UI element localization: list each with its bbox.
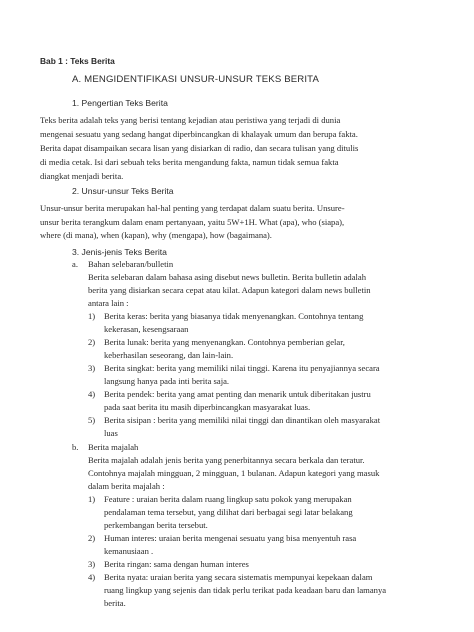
list-item-number: 4)	[88, 572, 96, 582]
list-item-line: langsung hanya pada inti berita saja.	[104, 376, 230, 386]
section-1-heading: 1. Pengertian Teks Berita	[72, 98, 168, 108]
list-item-line: berita.	[104, 598, 126, 608]
subsection-b-intro-line: Contohnya majalah mingguan, 2 mingguan, 1 bulanan. Adapun kategori yang masuk	[88, 468, 380, 478]
subsection-a-intro-line: Berita selebaran dalam bahasa asing disebut news bulletin. Berita bulletin adalah	[88, 272, 367, 282]
list-item-line: kemanusiaan .	[104, 546, 154, 556]
list-item-number: 5)	[88, 415, 96, 425]
subsection-b-intro-line: Berita majalah adalah jenis berita yang penerbitannya secara berkala dan teratur.	[88, 455, 365, 465]
subsection-a-marker: a.	[72, 259, 78, 269]
list-item-number: 1)	[88, 311, 96, 321]
list-item-line: keberhasilan seseorang, dan lain-lain.	[104, 350, 234, 360]
section-1-line: mengenai sesuatu yang sedang hangat diperbincangkan di khalayak umum dan berupa fakta.	[40, 129, 358, 139]
section-3-heading: 3. Jenis-jenis Teks Berita	[72, 247, 167, 257]
subsection-a-title: Bahan selebaran/bulletin	[88, 259, 174, 269]
section-a-heading: A. MENGIDENTIFIKASI UNSUR-UNSUR TEKS BERITA	[72, 74, 320, 85]
section-1-line: Teks berita adalah teks yang berisi tentang kejadian atau peristiwa yang terjadi di dunia	[40, 115, 341, 125]
list-item-line: Berita ringan: sama dengan human interes	[104, 559, 249, 569]
list-item-line: perkembangan berita tersebut.	[104, 520, 208, 530]
list-item-line: Berita pendek: berita yang amat penting dan menarik untuk diberitakan justru	[104, 389, 371, 399]
list-item-line: pada saat berita itu masih diperbincangkan masyarakat luas.	[104, 402, 311, 412]
subsection-b-marker: b.	[72, 442, 79, 452]
section-2-heading: 2. Unsur-unsur Teks Berita	[72, 186, 174, 196]
list-item-line: luas	[104, 428, 118, 438]
list-item-line: pendalaman tema tersebut, yang dilihat dari berbagai segi latar belakang	[104, 507, 353, 517]
section-1-line: Berita dapat disampaikan secara lisan yang disiarkan di radio, dan secara tulisan yang ditulis	[40, 143, 359, 153]
list-item-line: Berita singkat: berita yang memiliki nilai tinggi. Karena itu penyajiannya secara	[104, 363, 380, 373]
list-item-line: Berita sisipan : berita yang memiliki nilai tinggi dan dinantikan oleh masyarakat	[104, 415, 381, 425]
subsection-a-intro-line: antara lain :	[88, 298, 129, 308]
section-2-line: Unsur-unsur berita merupakan hal-hal penting yang terdapat dalam suatu berita. Unsure-	[40, 203, 345, 213]
section-2-line: unsur berita terangkum dalam enam pertanyaan, yaitu 5W+1H. What (apa), who (siapa),	[40, 217, 345, 227]
subsection-b-title: Berita majalah	[88, 442, 139, 452]
subsection-a-intro-line: berita yang disiarkan secara cepat atau kilat. Adapun kategori dalam news bulletin	[88, 285, 371, 295]
section-1-line: diangkat menjadi berita.	[40, 171, 124, 181]
list-item-number: 2)	[88, 533, 96, 543]
section-2-line: where (di mana), when (kapan), why (mengapa), how (bagaimana).	[40, 230, 272, 240]
list-item-number: 1)	[88, 494, 96, 504]
list-item-line: Berita keras: berita yang biasanya tidak menyenangkan. Contohnya tentang	[104, 311, 364, 321]
list-item-line: Berita lunak: berita yang menyenangkan. Contohnya pemberian gelar,	[104, 337, 345, 347]
list-item-line: Feature : uraian berita dalam ruang lingkup satu pokok yang merupakan	[104, 494, 352, 504]
list-item-number: 2)	[88, 337, 96, 347]
list-item-line: ruang lingkup yang sejenis dan tidak perlu terikat pada keadaan baru dan lamanya	[104, 585, 387, 595]
list-item-line: Berita nyata: uraian berita yang secara sistematis mempunyai kepekaan dalam	[104, 572, 373, 582]
section-1-line: di media cetak. Isi dari sebuah teks berita mengandung fakta, namun tidak semua fakta	[40, 157, 339, 167]
chapter-title: Bab 1 : Teks Berita	[40, 56, 115, 66]
list-item-number: 4)	[88, 389, 96, 399]
list-item-line: kekerasan, kesengsaraan	[104, 324, 189, 334]
subsection-b-intro-line: dalam berita majalah :	[88, 481, 165, 491]
list-item-number: 3)	[88, 363, 96, 373]
list-item-number: 3)	[88, 559, 96, 569]
list-item-line: Human interes: uraian berita mengenai sesuatu yang bisa menyentuh rasa	[104, 533, 357, 543]
